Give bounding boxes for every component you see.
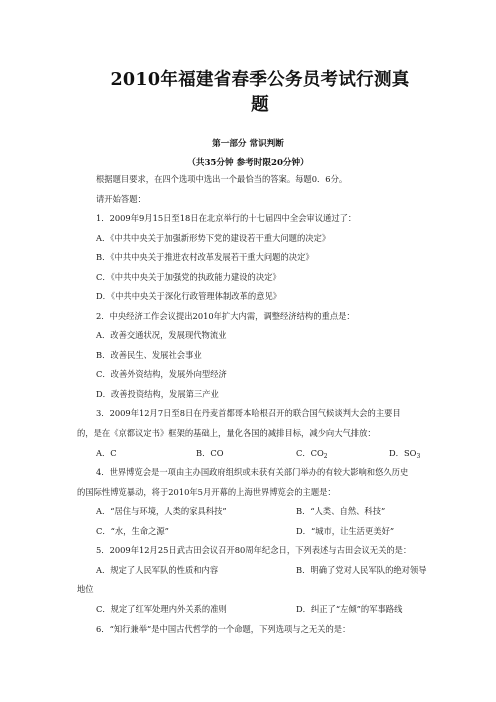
q3-stem-line2: 的，是在《京都议定书》框架的基础上，量化各国的减排目标，减少向大气排放： (77, 428, 376, 438)
start-text: 请开始答题： (96, 194, 146, 204)
q3-option-c (296, 448, 328, 462)
q4-stem-line1: 4．世界博览会是一项由主办国政府组织或未获有关部门举办的有较大影响和悠久历史 (96, 467, 409, 477)
section-time: （共35分钟 参考时限20分钟） (187, 158, 309, 168)
q3-option-b: B．CO (196, 448, 224, 458)
q1-stem: 1．2009年9月15日至18日在北京举行的十七届四中全会审议通过了： (96, 213, 357, 223)
q5-option-d: D．纠正了“左倾”的军事路线 (296, 604, 403, 614)
q4-option-d: D．“城市，让生活更美好” (296, 526, 395, 536)
q2-option-c: C．改善外资结构，发展外向型经济 (96, 369, 227, 379)
q5-option-a: A．规定了人民军队的性质和内容 (96, 565, 219, 575)
section-title: 第一部分 常识判断 (212, 139, 284, 149)
q2-option-d: D．改善投资结构，发展第三产业 (96, 389, 219, 399)
q4-option-b: B．“人类、自然、科技” (296, 506, 386, 516)
q1-option-c: C．《中共中央关于加强党的执政能力建设的决定》 (96, 272, 281, 282)
q4-stem-line2: 的国际性博览暴动，将于2010年5月开幕的上海世界博览会的主题是： (77, 487, 336, 497)
q3-option-d-text: D．SO (389, 448, 417, 458)
q2-option-a: A．改善交通状况，发展现代物流业 (96, 330, 227, 340)
q3-option-c-subscript: 2 (323, 453, 328, 460)
q1-option-d: D．《中共中央关于深化行政管理体制改革的意见》 (96, 291, 282, 301)
q5-stem: 5．2009年12月25日武古田会议召开80周年纪念日，下列表述与古田会议无关的是： (96, 545, 412, 555)
q4-option-c: C．“水，生命之源” (96, 526, 169, 536)
instruction-text: 根据题目要求，在四个选项中选出一个最恰当的答案。每题0．6分。 (96, 174, 348, 184)
q1-option-b: B．《中共中央关于推进农村改革发展若干重大问题的决定》 (96, 252, 314, 262)
q5-option-b: B．明确了党对人民军队的绝对领导 (296, 565, 427, 575)
q3-stem-line1: 3．2009年12月7日至8日在丹麦首都哥本哈根召开的联合国气候谈判大会的主要目 (96, 408, 401, 418)
q2-option-b: B．改善民生、发展社会事业 (96, 350, 202, 360)
q5-option-c: C．规定了红军处理内外关系的准则 (96, 604, 227, 614)
q6-stem: 6．“知行兼举”是中国古代哲学的一个命题，下列选项与之无关的是： (96, 624, 351, 634)
q4-option-a: A．“居住与环境，人类的家具科技” (96, 506, 227, 516)
q3-option-d (389, 448, 420, 462)
q5-option-b-continued: 地位 (77, 584, 94, 594)
doc-title-line1: 2010年福建省春季公务员考试行测真 (110, 70, 410, 90)
q3-option-c-text: C．CO (296, 448, 324, 458)
q2-stem: 2．中央经济工作会议提出2010年扩大内需，调整经济结构的重点是： (96, 311, 355, 321)
q3-option-d-subscript: 3 (416, 453, 421, 460)
q3-option-a: A．C (96, 448, 117, 458)
q1-option-a: A．《中共中央关于加强新形势下党的建设若干重大问题的决定》 (96, 233, 331, 243)
doc-title-line2: 题 (251, 95, 269, 115)
